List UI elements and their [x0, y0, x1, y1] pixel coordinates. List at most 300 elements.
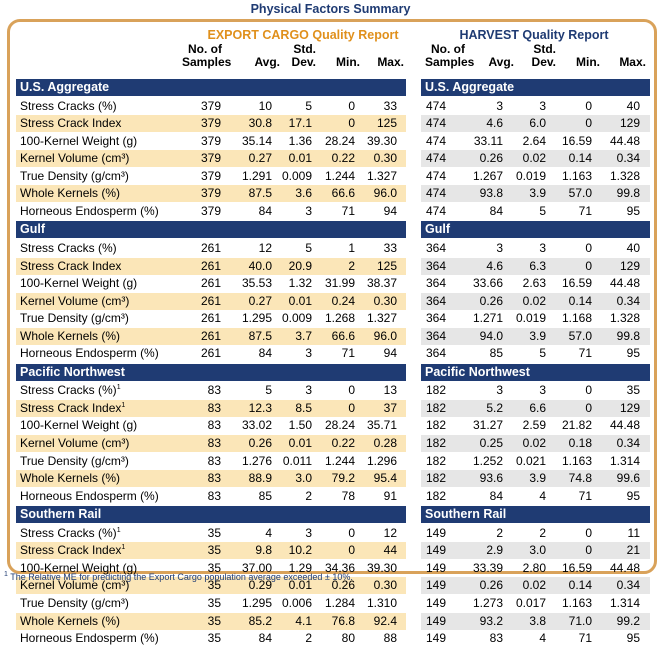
export-max-cell: 88: [383, 631, 397, 646]
export-table-row: [16, 328, 406, 345]
page-title: Physical Factors Summary: [250, 2, 411, 16]
harvest-min-cell: 71: [578, 203, 592, 218]
harvest-avg-header: Avg.: [488, 55, 514, 69]
harvest-samples-cell: 182: [425, 453, 446, 468]
harvest-table-row: [421, 525, 650, 542]
harvest-min-cell: 0: [585, 383, 592, 398]
export-max-cell: 1.327: [366, 168, 397, 183]
export-min-cell: 0: [348, 525, 355, 540]
row-label: [20, 453, 129, 470]
row-label-text: Horneous Endosperm (%): [20, 488, 159, 503]
export-min-cell: 80: [341, 631, 355, 646]
harvest-avg-cell: 2.9: [486, 543, 503, 558]
export-max-cell: 0.30: [373, 151, 397, 166]
export-std-dev-cell: 0.01: [288, 293, 312, 308]
export-avg-cell: 87.5: [248, 328, 272, 343]
harvest-table-row: [421, 133, 650, 150]
harvest-avg-cell: 3: [496, 240, 503, 255]
export-samples-cell: 83: [207, 383, 221, 398]
export-avg-cell: 40.0: [248, 258, 272, 273]
export-samples-cell: 261: [200, 240, 221, 255]
harvest-avg-cell: 84: [489, 488, 503, 503]
row-label-text: Stress Crack Index: [20, 116, 122, 131]
harvest-table-row: [421, 453, 650, 470]
harvest-max-cell: 1.314: [609, 595, 640, 610]
harvest-std-dev-cell: 6.3: [529, 258, 546, 273]
export-min-cell: 76.8: [331, 613, 355, 628]
export-std-dev-cell: 3.6: [295, 186, 312, 201]
row-label: [20, 435, 129, 452]
export-table-row: [16, 115, 406, 132]
export-std-dev-cell: 5: [305, 98, 312, 113]
harvest-min-cell: 1.163: [561, 453, 592, 468]
row-label: [20, 417, 137, 434]
harvest-min-cell: 74.8: [568, 471, 592, 486]
harvest-table-row: [421, 150, 650, 167]
export-avg-cell: 9.8: [255, 543, 272, 558]
export-table-row: [16, 275, 406, 292]
column-headers: [16, 43, 650, 77]
harvest-min-cell: 71: [578, 346, 592, 361]
harvest-min-cell: 71: [578, 631, 592, 646]
harvest-samples-cell: 182: [425, 418, 446, 433]
export-samples-cell: 83: [207, 418, 221, 433]
harvest-max-cell: 99.8: [616, 328, 640, 343]
harvest-std-dev-cell: 5: [539, 346, 546, 361]
harvest-samples-cell: 474: [425, 186, 446, 201]
harvest-group-header: Gulf: [421, 221, 650, 238]
harvest-samples-cell: 149: [425, 631, 446, 646]
export-min-cell: 0: [348, 383, 355, 398]
export-min-cell: 31.99: [324, 276, 355, 291]
harvest-max-cell: 44.48: [609, 133, 640, 148]
harvest-max-cell: 11: [627, 525, 640, 540]
harvest-max-cell: 99.6: [616, 471, 640, 486]
harvest-samples-cell: 474: [425, 98, 446, 113]
export-samples-cell: 261: [200, 328, 221, 343]
export-max-cell: 44: [383, 543, 397, 558]
harvest-table-row: [421, 240, 650, 257]
harvest-std-dev-cell: 0.02: [522, 578, 546, 593]
export-samples-cell: 83: [207, 436, 221, 450]
export-group-header: U.S. Aggregate: [16, 79, 406, 96]
export-table-row: [16, 525, 406, 542]
export-std-dev-cell: 20.9: [288, 258, 312, 273]
row-label-text: Stress Cracks (%): [20, 98, 117, 113]
export-min-cell: 0.24: [331, 293, 355, 308]
row-label-text: Horneous Endosperm (%): [20, 631, 159, 646]
harvest-table-row: [421, 577, 650, 594]
export-std-dev-cell: 3: [305, 203, 312, 218]
export-std-dev-cell: 0.009: [281, 168, 312, 183]
export-samples-header-top: No. of: [188, 42, 222, 56]
row-label-text: True Density (g/cm³): [20, 453, 129, 468]
row-label-text: Stress Cracks (%): [20, 383, 117, 398]
export-samples-cell: 35: [207, 525, 221, 540]
harvest-samples-cell: 474: [425, 203, 446, 218]
harvest-avg-cell: 83: [489, 631, 503, 646]
harvest-max-cell: 99.2: [616, 613, 640, 628]
export-samples-cell: 379: [200, 98, 221, 113]
export-min-cell: 1.268: [324, 311, 355, 326]
harvest-avg-cell: 93.6: [479, 471, 503, 486]
export-min-cell: 0: [348, 98, 355, 113]
export-samples-cell: 261: [200, 276, 221, 291]
harvest-avg-cell: 4.6: [486, 258, 503, 273]
export-avg-cell: 0.27: [248, 151, 272, 166]
harvest-std-dev-cell: 6.0: [529, 116, 546, 131]
export-samples-cell: 83: [207, 453, 221, 468]
harvest-avg-cell: 93.8: [479, 186, 503, 201]
harvest-max-cell: 1.314: [609, 453, 640, 468]
harvest-std-dev-cell: 0.02: [522, 293, 546, 308]
harvest-max-cell: 44.48: [609, 418, 640, 433]
harvest-table-row: [421, 382, 650, 399]
row-label-text: Horneous Endosperm (%): [20, 203, 159, 218]
export-avg-cell: 1.276: [241, 453, 272, 468]
footnote-ref: 1: [116, 526, 121, 534]
export-avg-cell: 85: [258, 488, 272, 503]
harvest-samples-cell: 182: [425, 436, 446, 450]
harvest-max-cell: 95: [626, 203, 640, 218]
export-table-row: [16, 168, 406, 185]
harvest-std-dev-cell: 4: [539, 631, 546, 646]
export-table-row: [16, 203, 406, 220]
export-max-cell: 1.296: [366, 453, 397, 468]
export-max-cell: 96.0: [373, 328, 397, 343]
harvest-table-row: [421, 417, 650, 434]
harvest-table-row: [421, 328, 650, 345]
harvest-samples-cell: 474: [425, 133, 446, 148]
harvest-table-row: [421, 168, 650, 185]
row-label-text: True Density (g/cm³): [20, 311, 129, 326]
harvest-group-header: U.S. Aggregate: [421, 79, 650, 96]
harvest-avg-cell: 3: [496, 98, 503, 113]
harvest-min-cell: 57.0: [568, 186, 592, 201]
harvest-std-dev-cell: 6.6: [529, 400, 546, 415]
row-label: [20, 488, 159, 505]
export-avg-cell: 30.8: [248, 116, 272, 131]
export-avg-cell: 1.291: [241, 168, 272, 183]
row-label-text: 100-Kernel Weight (g): [20, 560, 138, 575]
row-label-text: Whole Kernels (%): [20, 613, 121, 628]
export-min-cell: 78: [341, 488, 355, 503]
harvest-max-cell: 95: [626, 631, 640, 646]
export-table-row: [16, 133, 406, 150]
export-avg-cell: 37.00: [241, 560, 272, 575]
row-label-text: Kernel Volume (cm³): [20, 436, 130, 450]
harvest-min-cell: 1.163: [561, 168, 592, 183]
harvest-table-row: [421, 275, 650, 292]
export-table-row: [16, 435, 406, 452]
harvest-samples-cell: 182: [425, 471, 446, 486]
harvest-avg-cell: 0.26: [479, 293, 503, 308]
export-table-row: [16, 630, 406, 647]
export-avg-cell: 0.27: [248, 293, 272, 308]
export-max-cell: 91: [383, 488, 397, 503]
export-std-dev-cell: 17.1: [288, 116, 312, 131]
export-max-cell: 35.71: [366, 418, 397, 433]
harvest-std-dev-cell: 3.0: [529, 543, 546, 558]
export-max-cell: 33: [383, 240, 397, 255]
harvest-table-row: [421, 115, 650, 132]
export-avg-cell: 12.3: [248, 400, 272, 415]
harvest-table-row: [421, 542, 650, 559]
harvest-table-row: [421, 613, 650, 630]
harvest-avg-cell: 1.267: [472, 168, 503, 183]
export-min-cell: 0.22: [331, 436, 355, 450]
export-samples-cell: 379: [200, 186, 221, 201]
row-label-text: Whole Kernels (%): [20, 186, 121, 201]
harvest-max-cell: 129: [619, 258, 640, 273]
harvest-min-cell: 1.163: [561, 595, 592, 610]
export-max-cell: 94: [383, 346, 397, 361]
harvest-min-cell: 0.14: [568, 578, 592, 593]
harvest-samples-cell: 182: [425, 383, 446, 398]
export-samples-cell: 35: [207, 560, 221, 575]
export-max-cell: 0.30: [373, 293, 397, 308]
row-label: [20, 275, 137, 292]
export-samples-cell: 261: [200, 311, 221, 326]
row-label: [20, 400, 125, 417]
harvest-table-row: [421, 345, 650, 362]
export-samples-header-bottom: Samples: [182, 55, 232, 69]
harvest-max-cell: 44.48: [609, 560, 640, 575]
export-table-row: [16, 258, 406, 275]
export-avg-cell: 85.2: [248, 613, 272, 628]
export-min-cell: 0: [348, 400, 355, 415]
row-label: [20, 328, 120, 345]
harvest-min-cell: 0.14: [568, 151, 592, 166]
export-table-row: [16, 345, 406, 362]
harvest-samples-cell: 474: [425, 151, 446, 166]
harvest-max-cell: 40: [626, 240, 640, 255]
harvest-max-cell: 129: [619, 116, 640, 131]
export-max-cell: 95.4: [373, 471, 397, 486]
export-min-cell: 2: [348, 258, 355, 273]
export-samples-cell: 35: [207, 543, 221, 558]
row-label: [20, 470, 120, 487]
harvest-avg-cell: 94.0: [479, 328, 503, 343]
export-avg-cell: 88.9: [248, 471, 272, 486]
export-std-dev-cell: 1.32: [288, 276, 312, 291]
export-samples-cell: 35: [207, 631, 221, 646]
harvest-max-cell: 44.48: [609, 276, 640, 291]
harvest-std-dev-cell: 0.02: [522, 436, 546, 450]
harvest-samples-cell: 364: [425, 328, 446, 343]
export-max-cell: 1.327: [366, 311, 397, 326]
row-label: [20, 98, 117, 115]
row-label: [20, 595, 129, 612]
harvest-std-dev-cell: 2.80: [522, 560, 546, 575]
harvest-samples-cell: 364: [425, 346, 446, 361]
export-table-row: [16, 185, 406, 202]
export-samples-cell: 379: [200, 133, 221, 148]
export-std-dev-cell: 0.006: [281, 595, 312, 610]
export-avg-cell: 1.295: [241, 311, 272, 326]
harvest-avg-cell: 31.27: [472, 418, 503, 433]
harvest-table-row: [421, 400, 650, 417]
footnote-ref: 1: [121, 401, 126, 409]
export-max-cell: 37: [383, 400, 397, 415]
export-max-cell: 0.30: [373, 578, 397, 593]
harvest-samples-header-bottom: Samples: [425, 55, 475, 69]
export-max-cell: 39.30: [366, 560, 397, 575]
harvest-max-cell: 95: [626, 346, 640, 361]
row-label: [20, 185, 120, 202]
harvest-std-dev-cell: 2: [539, 525, 546, 540]
harvest-samples-cell: 364: [425, 276, 446, 291]
harvest-min-cell: 16.59: [561, 133, 592, 148]
export-min-cell: 71: [341, 203, 355, 218]
export-samples-cell: 35: [207, 595, 221, 610]
row-label-text: Kernel Volume (cm³): [20, 578, 130, 593]
export-avg-cell: 10: [258, 98, 272, 113]
harvest-table-row: [421, 203, 650, 220]
harvest-avg-cell: 4.6: [486, 116, 503, 131]
row-label: [20, 115, 121, 132]
harvest-table-row: [421, 630, 650, 647]
row-label-text: 100-Kernel Weight (g): [20, 133, 138, 148]
export-min-header: Min.: [336, 55, 360, 69]
harvest-std-dev-cell: 3: [539, 240, 546, 255]
row-label: [20, 310, 129, 327]
harvest-table-row: [421, 435, 650, 452]
export-samples-cell: 379: [200, 203, 221, 218]
harvest-std-dev-cell: 3.9: [529, 328, 546, 343]
export-min-cell: 1.284: [324, 595, 355, 610]
export-avg-cell: 84: [258, 203, 272, 218]
harvest-std-dev-cell: 3: [539, 383, 546, 398]
harvest-samples-cell: 364: [425, 258, 446, 273]
harvest-avg-cell: 1.273: [472, 595, 503, 610]
export-max-cell: 13: [383, 383, 397, 398]
harvest-min-cell: 16.59: [561, 560, 592, 575]
export-std-dev-cell: 0.01: [288, 151, 312, 166]
export-min-cell: 34.36: [324, 560, 355, 575]
footnote-text: The Relative ME for predicting the Export Cargo population average exceeded ± 10%.: [7, 572, 353, 582]
harvest-avg-cell: 33.39: [472, 560, 503, 575]
row-label: [20, 630, 159, 647]
export-avg-cell: 1.295: [241, 595, 272, 610]
row-label: [20, 240, 117, 257]
harvest-max-header: Max.: [619, 55, 646, 69]
export-table-row: [16, 382, 406, 399]
row-label: [20, 525, 121, 542]
harvest-min-cell: 16.59: [561, 276, 592, 291]
export-max-cell: 94: [383, 203, 397, 218]
harvest-std-dev-cell: 2.59: [522, 418, 546, 433]
export-std-dev-cell: 3.0: [295, 471, 312, 486]
export-max-header: Max.: [377, 55, 404, 69]
export-avg-cell: 4: [265, 525, 272, 540]
export-max-cell: 33: [383, 98, 397, 113]
harvest-table-row: [421, 98, 650, 115]
harvest-max-cell: 21: [626, 543, 640, 558]
row-label-text: Whole Kernels (%): [20, 471, 121, 486]
export-min-cell: 28.24: [324, 133, 355, 148]
harvest-table-row: [421, 310, 650, 327]
row-label-text: True Density (g/cm³): [20, 168, 129, 183]
harvest-title: HARVEST Quality Report: [459, 28, 609, 42]
harvest-avg-cell: 93.2: [479, 613, 503, 628]
harvest-samples-cell: 149: [425, 613, 446, 628]
export-std-dev-cell: 5: [305, 240, 312, 255]
export-samples-cell: 35: [207, 578, 221, 593]
harvest-max-cell: 99.8: [616, 186, 640, 201]
harvest-min-cell: 0: [585, 258, 592, 273]
harvest-min-cell: 0.18: [568, 436, 592, 450]
harvest-table-row: [421, 293, 650, 310]
harvest-samples-cell: 364: [425, 293, 446, 308]
export-min-cell: 1.244: [324, 453, 355, 468]
export-group-header: Gulf: [16, 221, 406, 238]
export-samples-cell: 83: [207, 488, 221, 503]
harvest-min-cell: 1.168: [561, 311, 592, 326]
harvest-table-row: [421, 595, 650, 612]
harvest-std-dev-cell: 4: [539, 488, 546, 503]
export-std-dev-cell: 0.01: [288, 578, 312, 593]
harvest-std-dev-cell: 2.64: [522, 133, 546, 148]
harvest-min-cell: 0: [585, 400, 592, 415]
export-std-dev-cell: 10.2: [288, 543, 312, 558]
export-std-dev-cell: 8.5: [295, 400, 312, 415]
harvest-samples-cell: 182: [425, 400, 446, 415]
row-label-text: Kernel Volume (cm³): [20, 151, 130, 166]
harvest-min-cell: 0: [585, 240, 592, 255]
export-group-header: Pacific Northwest: [16, 364, 406, 381]
export-table-row: [16, 542, 406, 559]
harvest-avg-cell: 84: [489, 203, 503, 218]
export-samples-cell: 83: [207, 471, 221, 486]
harvest-avg-cell: 3: [496, 383, 503, 398]
harvest-std-dev-cell: 0.02: [522, 151, 546, 166]
export-samples-cell: 261: [200, 346, 221, 361]
harvest-max-cell: 1.328: [609, 311, 640, 326]
harvest-std-dev-cell: 0.019: [515, 168, 546, 183]
harvest-std-header-top: Std.: [533, 42, 556, 56]
harvest-table-row: [421, 560, 650, 577]
export-avg-cell: 12: [258, 240, 272, 255]
harvest-avg-cell: 1.271: [472, 311, 503, 326]
harvest-min-cell: 0: [585, 543, 592, 558]
harvest-std-header-bottom: Dev.: [531, 55, 556, 69]
export-table-row: [16, 488, 406, 505]
harvest-samples-cell: 364: [425, 311, 446, 326]
export-min-cell: 66.6: [331, 328, 355, 343]
export-samples-cell: 83: [207, 400, 221, 415]
export-max-cell: 125: [376, 258, 397, 273]
harvest-samples-cell: 474: [425, 116, 446, 131]
row-label: [20, 203, 159, 220]
export-max-cell: 12: [383, 525, 397, 540]
export-samples-cell: 379: [200, 151, 221, 166]
row-label: [20, 345, 159, 362]
harvest-avg-cell: 0.26: [479, 151, 503, 166]
harvest-max-cell: 0.34: [616, 293, 640, 308]
footnote-mark: 1: [4, 571, 8, 578]
export-avg-cell: 0.29: [248, 578, 272, 593]
harvest-std-dev-cell: 3: [539, 98, 546, 113]
harvest-table-row: [421, 258, 650, 275]
harvest-max-cell: 0.34: [616, 578, 640, 593]
harvest-avg-cell: 1.252: [472, 453, 503, 468]
export-min-cell: 0.22: [331, 151, 355, 166]
export-avg-cell: 87.5: [248, 186, 272, 201]
export-table-row: [16, 470, 406, 487]
harvest-avg-cell: 0.25: [479, 436, 503, 450]
export-std-dev-cell: 3: [305, 525, 312, 540]
